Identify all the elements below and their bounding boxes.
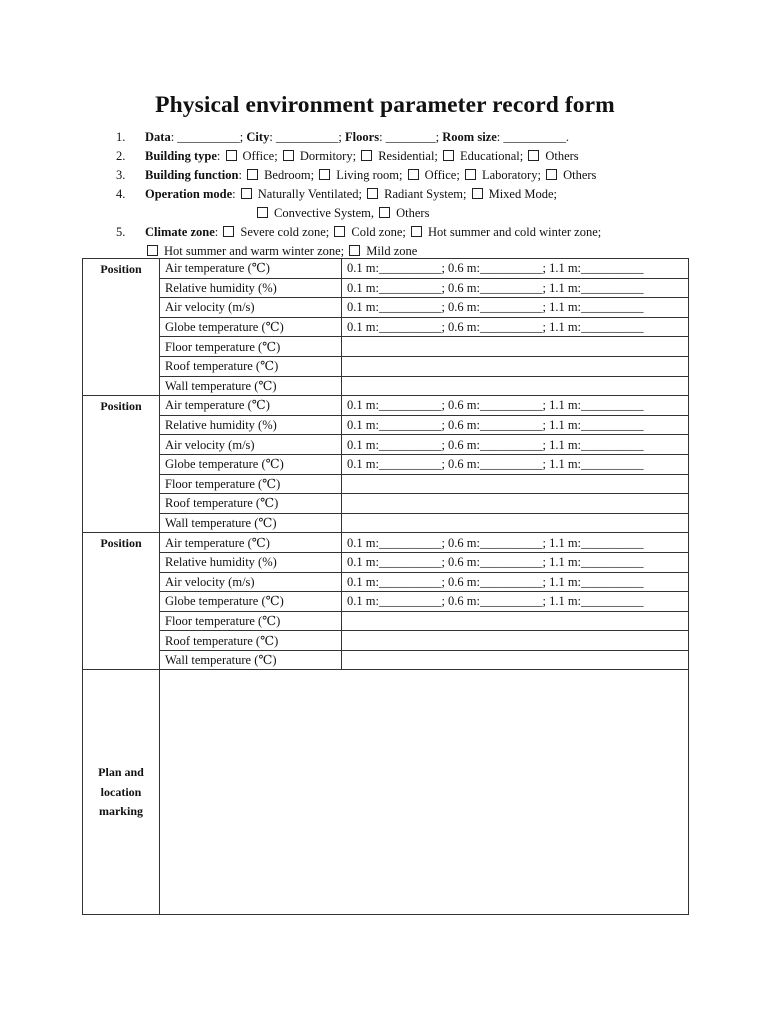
parameter-name: Air velocity (m/s) bbox=[160, 572, 342, 592]
checkbox[interactable] bbox=[546, 169, 557, 180]
item-number: 3. bbox=[116, 168, 126, 182]
field-label: Building function bbox=[145, 168, 239, 182]
parameter-name: Floor temperature (℃) bbox=[160, 474, 342, 494]
parameter-name: Air temperature (℃) bbox=[160, 259, 342, 279]
table-row bbox=[83, 337, 689, 357]
parameter-name: Roof temperature (℃) bbox=[160, 494, 342, 514]
plan-row bbox=[83, 670, 689, 915]
checkbox[interactable] bbox=[241, 188, 252, 199]
parameter-name: Wall temperature (℃) bbox=[160, 376, 342, 396]
table-row bbox=[83, 454, 689, 474]
item-number: 5. bbox=[116, 225, 126, 239]
checkbox[interactable] bbox=[465, 169, 476, 180]
table-row bbox=[83, 317, 689, 337]
checkbox[interactable] bbox=[528, 150, 539, 161]
field-label: Floors bbox=[345, 130, 380, 144]
parameter-value[interactable] bbox=[342, 650, 689, 670]
option-text: : ________; bbox=[379, 130, 443, 144]
table-row bbox=[83, 650, 689, 670]
parameter-value[interactable]: 0.1 m:__________; 0.6 m:__________; 1.1 m:__________ bbox=[342, 259, 689, 279]
checkbox[interactable] bbox=[226, 150, 237, 161]
table-row bbox=[83, 494, 689, 514]
table-row bbox=[83, 278, 689, 298]
parameter-value[interactable]: 0.1 m:__________; 0.6 m:__________; 1.1 m:__________ bbox=[342, 435, 689, 455]
parameter-value[interactable]: 0.1 m:__________; 0.6 m:__________; 1.1 m:__________ bbox=[342, 454, 689, 474]
checkbox[interactable] bbox=[443, 150, 454, 161]
table-row bbox=[83, 552, 689, 572]
table-row bbox=[83, 298, 689, 318]
option-text: Hot summer and cold winter zone; bbox=[428, 225, 602, 239]
option-text: Living room; bbox=[336, 168, 406, 182]
form-title: Physical environment parameter record form bbox=[155, 92, 615, 118]
checkbox[interactable] bbox=[257, 207, 268, 218]
checkbox[interactable] bbox=[223, 226, 234, 237]
parameter-value[interactable] bbox=[342, 356, 689, 376]
form-item-line bbox=[255, 204, 429, 223]
plan-label: Plan and location marking bbox=[83, 670, 160, 915]
option-text: Hot summer and warm winter zone; bbox=[164, 244, 348, 258]
parameter-name: Globe temperature (℃) bbox=[160, 317, 342, 337]
parameter-name: Wall temperature (℃) bbox=[160, 513, 342, 533]
parameter-value[interactable]: 0.1 m:__________; 0.6 m:__________; 1.1 m:__________ bbox=[342, 572, 689, 592]
parameter-value[interactable]: 0.1 m:__________; 0.6 m:__________; 1.1 m:__________ bbox=[342, 278, 689, 298]
option-text: Convective System, bbox=[274, 206, 378, 220]
parameter-name: Globe temperature (℃) bbox=[160, 592, 342, 612]
parameter-value[interactable]: 0.1 m:__________; 0.6 m:__________; 1.1 m:__________ bbox=[342, 533, 689, 553]
position-label: Position bbox=[83, 259, 160, 396]
parameter-name: Air temperature (℃) bbox=[160, 396, 342, 416]
table-row bbox=[83, 592, 689, 612]
parameter-name: Air temperature (℃) bbox=[160, 533, 342, 553]
checkbox[interactable] bbox=[247, 169, 258, 180]
parameter-value[interactable] bbox=[342, 494, 689, 514]
option-text: : bbox=[232, 187, 239, 201]
table-row bbox=[83, 376, 689, 396]
checkbox[interactable] bbox=[361, 150, 372, 161]
parameter-name: Relative humidity (%) bbox=[160, 415, 342, 435]
option-text: Cold zone; bbox=[351, 225, 410, 239]
checkbox[interactable] bbox=[319, 169, 330, 180]
option-text: Office; bbox=[424, 168, 463, 182]
field-label: Operation mode bbox=[145, 187, 233, 201]
position-label: Position bbox=[83, 396, 160, 533]
option-text: Dormitory; bbox=[299, 149, 360, 163]
parameter-value[interactable]: 0.1 m:__________; 0.6 m:__________; 1.1 m:__________ bbox=[342, 552, 689, 572]
form-item-line bbox=[145, 223, 601, 242]
checkbox[interactable] bbox=[408, 169, 419, 180]
option-text: Others bbox=[396, 206, 430, 220]
field-label: Data bbox=[145, 130, 171, 144]
checkbox[interactable] bbox=[472, 188, 483, 199]
form-item-line bbox=[145, 166, 596, 185]
option-text: : bbox=[214, 225, 222, 239]
table-row bbox=[83, 631, 689, 651]
item-number: 4. bbox=[116, 187, 126, 201]
parameter-name: Globe temperature (℃) bbox=[160, 454, 342, 474]
form-item-line bbox=[145, 147, 579, 166]
parameter-name: Floor temperature (℃) bbox=[160, 611, 342, 631]
table-row bbox=[83, 259, 689, 279]
checkbox[interactable] bbox=[379, 207, 390, 218]
parameter-value[interactable]: 0.1 m:__________; 0.6 m:__________; 1.1 m:__________ bbox=[342, 298, 689, 318]
table-row bbox=[83, 356, 689, 376]
table-row bbox=[83, 611, 689, 631]
table-row bbox=[83, 435, 689, 455]
parameter-name: Air velocity (m/s) bbox=[160, 435, 342, 455]
checkbox[interactable] bbox=[367, 188, 378, 199]
option-text: : bbox=[238, 168, 246, 182]
option-text: Bedroom; bbox=[264, 168, 318, 182]
option-text: Educational; bbox=[460, 149, 527, 163]
checkbox[interactable] bbox=[283, 150, 294, 161]
parameter-value[interactable]: 0.1 m:__________; 0.6 m:__________; 1.1 m:__________ bbox=[342, 317, 689, 337]
option-text: : __________; bbox=[170, 130, 247, 144]
parameter-name: Air velocity (m/s) bbox=[160, 298, 342, 318]
parameter-value[interactable]: 0.1 m:__________; 0.6 m:__________; 1.1 m:__________ bbox=[342, 396, 689, 416]
option-text: : __________. bbox=[496, 130, 569, 144]
parameter-value[interactable] bbox=[342, 474, 689, 494]
option-text: Others bbox=[545, 149, 579, 163]
parameter-value[interactable]: 0.1 m:__________; 0.6 m:__________; 1.1 m:__________ bbox=[342, 592, 689, 612]
parameter-value[interactable] bbox=[342, 611, 689, 631]
option-text: Others bbox=[563, 168, 597, 182]
item-number: 2. bbox=[116, 149, 126, 163]
form-item-line bbox=[145, 128, 569, 147]
parameter-name: Wall temperature (℃) bbox=[160, 650, 342, 670]
option-text: Laboratory; bbox=[481, 168, 545, 182]
checkbox[interactable] bbox=[147, 245, 158, 256]
parameter-value[interactable] bbox=[342, 376, 689, 396]
option-text: Radiant System; bbox=[384, 187, 470, 201]
option-text: Residential; bbox=[378, 149, 442, 163]
parameter-value[interactable]: 0.1 m:__________; 0.6 m:__________; 1.1 m:__________ bbox=[342, 415, 689, 435]
field-label: City bbox=[246, 130, 270, 144]
plan-drawing-area[interactable] bbox=[160, 670, 689, 915]
table-row bbox=[83, 572, 689, 592]
field-label: Room size bbox=[442, 130, 497, 144]
position-label: Position bbox=[83, 533, 160, 670]
table-row bbox=[83, 415, 689, 435]
option-text: Mild zone bbox=[366, 244, 418, 258]
parameter-name: Roof temperature (℃) bbox=[160, 631, 342, 651]
parameter-value[interactable] bbox=[342, 337, 689, 357]
parameter-name: Roof temperature (℃) bbox=[160, 356, 342, 376]
option-text: : __________; bbox=[269, 130, 346, 144]
option-text: Mixed Mode; bbox=[488, 187, 557, 201]
form-item-line bbox=[145, 185, 557, 204]
checkbox[interactable] bbox=[349, 245, 360, 256]
parameter-value[interactable] bbox=[342, 631, 689, 651]
option-text: Severe cold zone; bbox=[240, 225, 333, 239]
parameter-name: Floor temperature (℃) bbox=[160, 337, 342, 357]
parameter-table bbox=[82, 258, 689, 915]
parameter-name: Relative humidity (%) bbox=[160, 278, 342, 298]
field-label: Climate zone bbox=[145, 225, 215, 239]
table-row bbox=[83, 396, 689, 416]
option-text: Naturally Ventilated; bbox=[257, 187, 366, 201]
table-row bbox=[83, 474, 689, 494]
option-text: Office; bbox=[242, 149, 281, 163]
parameter-name: Relative humidity (%) bbox=[160, 552, 342, 572]
parameter-value[interactable] bbox=[342, 513, 689, 533]
table-row bbox=[83, 513, 689, 533]
field-label: Building type bbox=[145, 149, 217, 163]
checkbox[interactable] bbox=[334, 226, 345, 237]
item-number: 1. bbox=[116, 130, 126, 144]
checkbox[interactable] bbox=[411, 226, 422, 237]
option-text: : bbox=[216, 149, 224, 163]
table-row bbox=[83, 533, 689, 553]
